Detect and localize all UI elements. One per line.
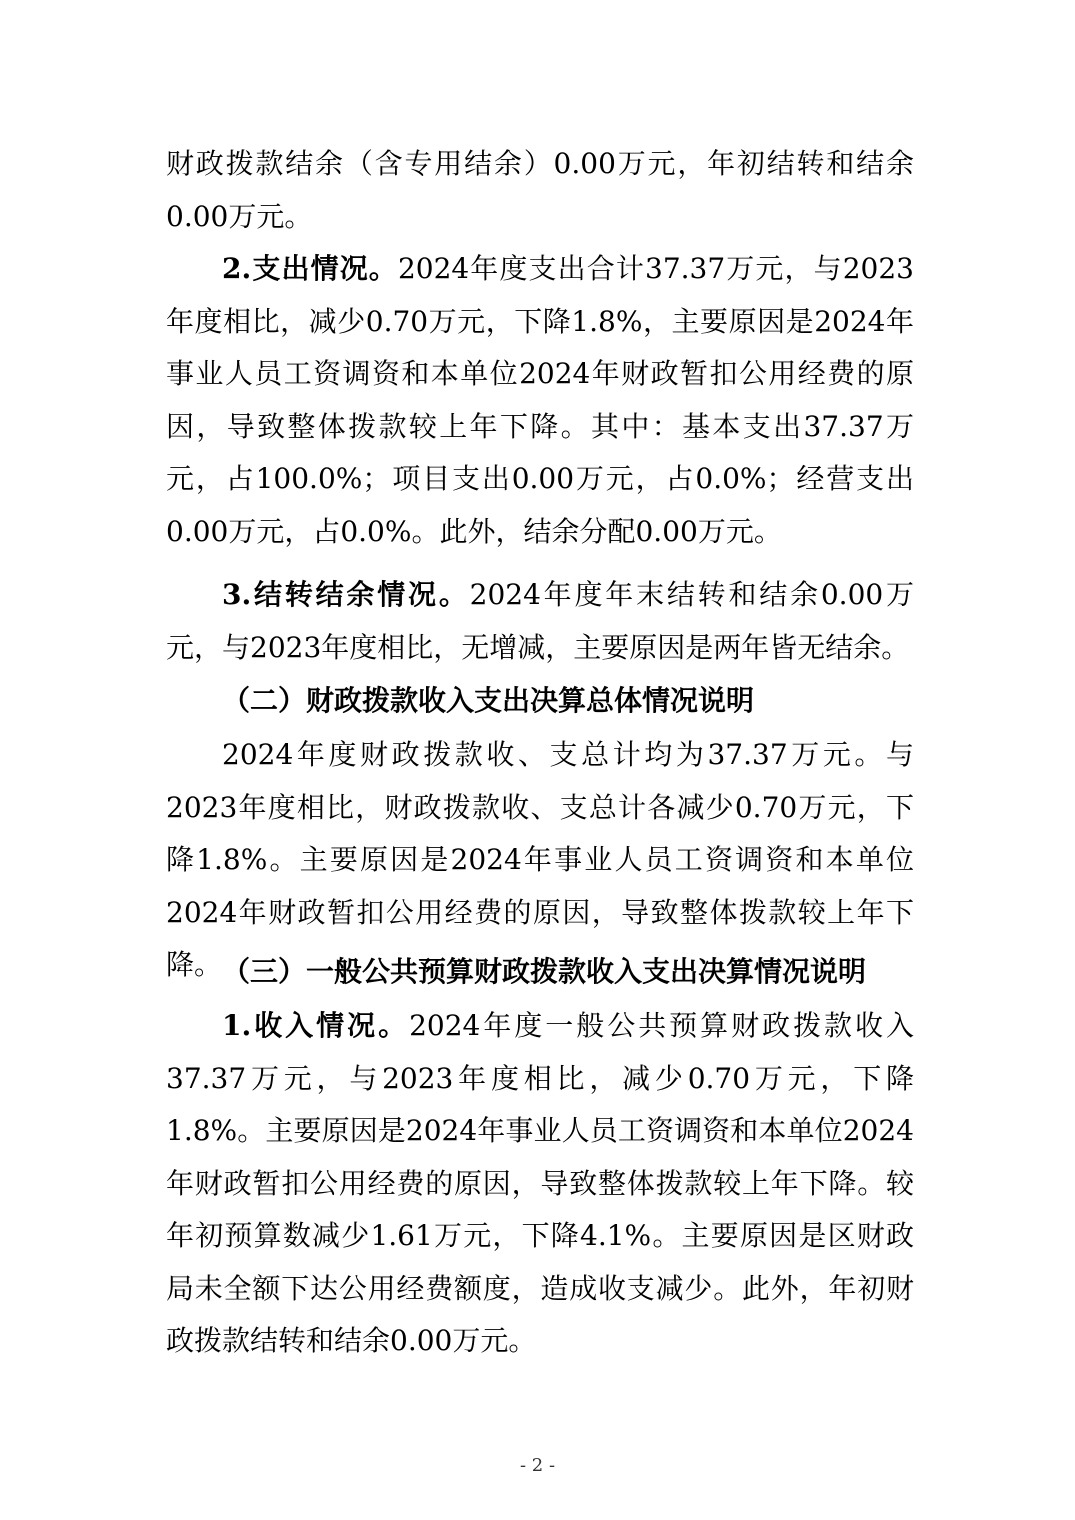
paragraph-balance <box>166 569 914 674</box>
paragraph-fiscal-summary: 2024年度财政拨款收、支总计均为37.37万元。与2023年度相比，财政拨款收、支总计各减少0.70万元，下降1.8%。主要原因是2024年事业人员工资调资和本单位2024年财政暂扣公用经费的原因，导致整体拨款较上年下降。 <box>166 738 914 981</box>
paragraph-carryover: 财政拨款结余（含专用结余）0.00万元，年初结转和结余0.00万元。 <box>166 147 914 233</box>
paragraph-income <box>166 1000 914 1368</box>
section-heading-3: （三）一般公共预算财政拨款收入支出决算情况说明 <box>222 955 867 988</box>
paragraph-expenditure-title: 2.支出情况。 <box>222 252 398 285</box>
paragraph-income-body: 2024年度一般公共预算财政拨款收入37.37万元，与2023年度相比，减少0.70万元，下降1.8%。主要原因是2024年事业人员工资调资和本单位2024年财政暂扣公用经费的原因，导致整体拨款较上年下降。较年初预算数减少1.61万元，下降4.1%。主要原因是区财政局未全额下达公用经费额度，造成收支减少。此外，年初财政拨款结转和结余0.00万元。 <box>166 1009 915 1357</box>
paragraph-income-title: 1.收入情况。 <box>222 1009 410 1042</box>
paragraph-expenditure-body: 2024年度支出合计37.37万元，与2023年度相比，减少0.70万元，下降1.8%，主要原因是2024年事业人员工资调资和本单位2024年财政暂扣公用经费的原因，导致整体拨款较上年下降。其中：基本支出37.37万元，占100.0%；项目支出0.00万元，占0.0%；经营支出0.00万元，占0.0%。此外，结余分配0.00万元。 <box>166 252 914 548</box>
page-number: - 2 - <box>519 1455 556 1476</box>
section-heading-2: （二）财政拨款收入支出决算总体情况说明 <box>222 684 755 717</box>
paragraph-balance-title: 3.结转结余情况。 <box>222 578 470 611</box>
paragraph-expenditure <box>166 243 914 558</box>
paragraph-balance-body: 2024年度年末结转和结余0.00万元，与2023年度相比，无增减，主要原因是两年皆无结余。 <box>166 578 915 664</box>
